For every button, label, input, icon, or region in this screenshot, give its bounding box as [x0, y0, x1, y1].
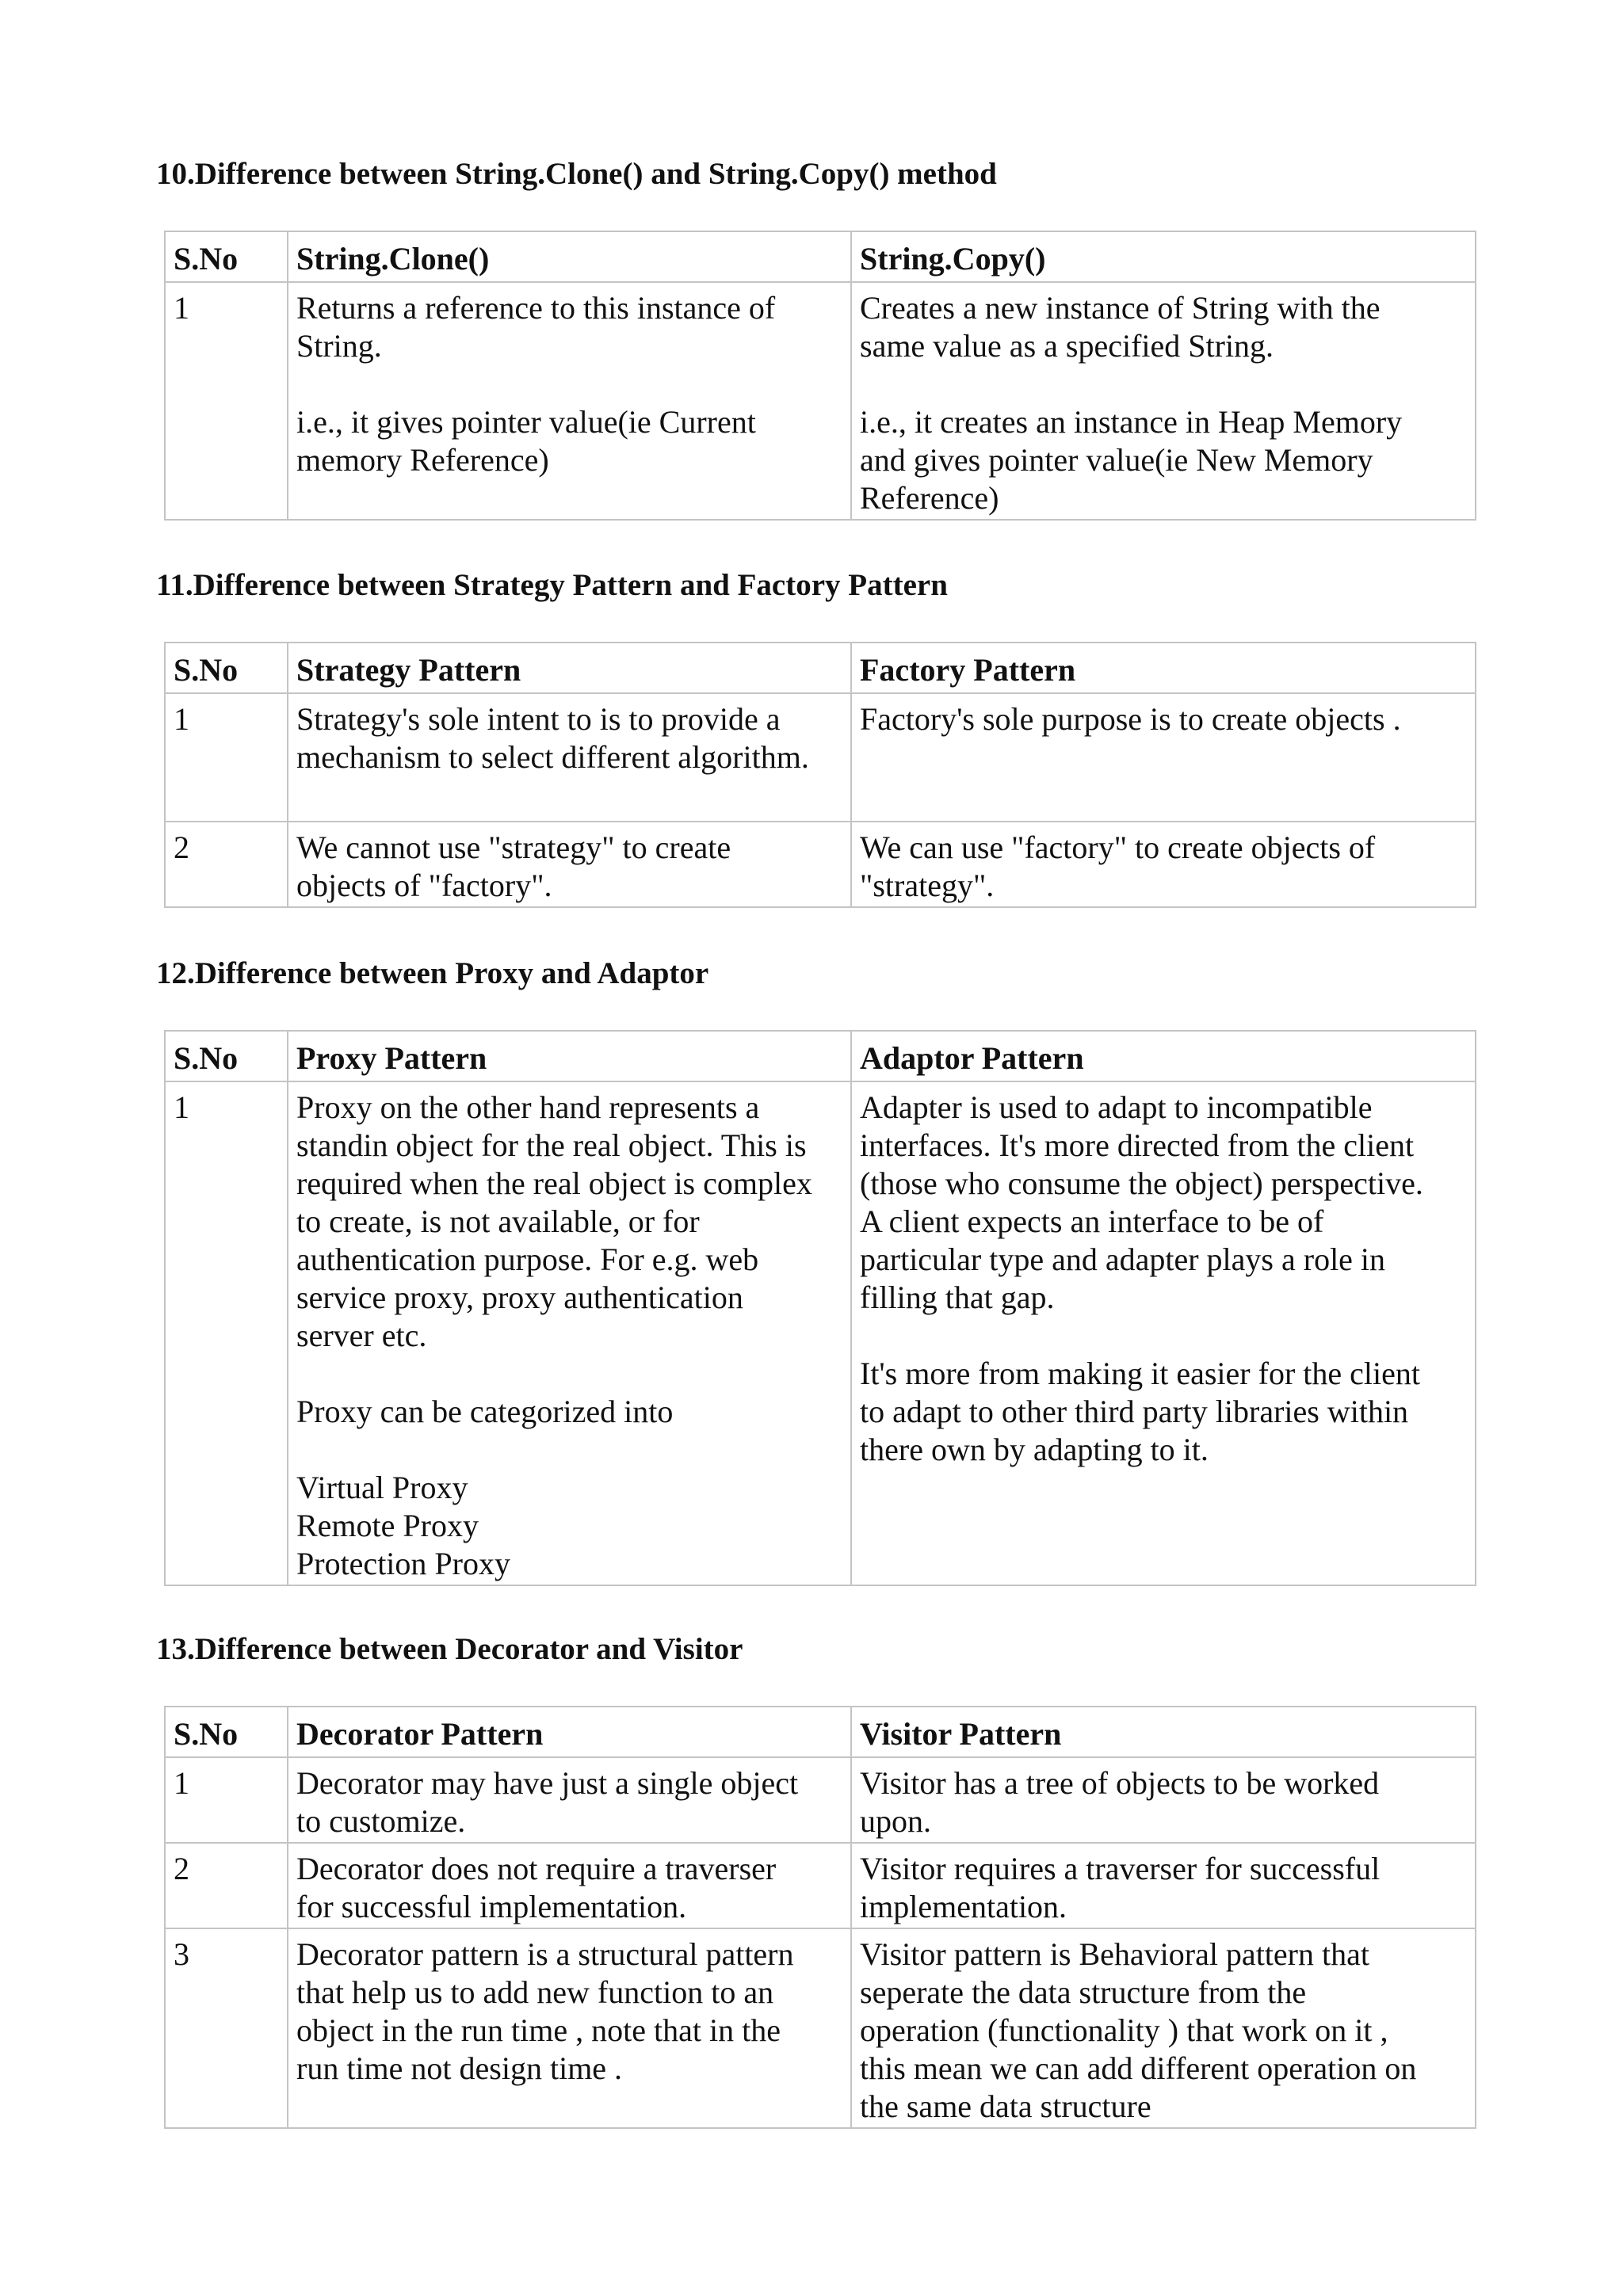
- cell-decorator-pattern: [288, 1757, 851, 1843]
- cell-paragraph: Visitor pattern is Behavioral pattern that seperate the data structure from the operation (functionality ) that work on it , this mean we can add different operation on the same data structure: [860, 1936, 1417, 2124]
- column-header-factory-pattern: Factory Pattern: [851, 643, 1476, 693]
- column-header-strategy-pattern: Strategy Pattern: [288, 643, 851, 693]
- table-row: [165, 1928, 1476, 2128]
- cell-paragraph: Decorator does not require a traverser for successful implementation.: [296, 1851, 777, 1924]
- table-header-row: [165, 231, 1476, 282]
- cell-paragraph: Decorator pattern is a structural pattern that help us to add new function to an object in the run time , note that in the run time not design time .: [296, 1936, 794, 2086]
- cell-sno: 3: [165, 1928, 288, 2128]
- cell-adaptor-pattern: [851, 1081, 1476, 1585]
- section-heading: 10.Difference between String.Clone() and String.Copy() method: [156, 157, 997, 191]
- cell-sno: 1: [165, 282, 288, 520]
- cell-paragraph: Proxy can be categorized into: [296, 1394, 674, 1429]
- cell-factory-pattern: [851, 693, 1476, 822]
- cell-paragraph: Visitor has a tree of objects to be worked upon.: [860, 1765, 1380, 1839]
- column-header-string-copy: String.Copy(): [851, 231, 1476, 282]
- cell-string-copy: [851, 282, 1476, 520]
- cell-paragraph: We can use "factory" to create objects of "strategy".: [860, 830, 1376, 903]
- cell-proxy-pattern: [288, 1081, 851, 1585]
- cell-paragraph: Creates a new instance of String with the same value as a specified String.: [860, 290, 1381, 364]
- table-row: [165, 1757, 1476, 1843]
- cell-decorator-pattern: [288, 1843, 851, 1928]
- cell-paragraph: Factory's sole purpose is to create objects .: [860, 701, 1401, 737]
- section-heading: 13.Difference between Decorator and Visitor: [156, 1632, 743, 1666]
- cell-paragraph: i.e., it gives pointer value(ie Current memory Reference): [296, 404, 756, 478]
- cell-visitor-pattern: [851, 1757, 1476, 1843]
- section-heading: 12.Difference between Proxy and Adaptor: [156, 956, 709, 990]
- column-header-sno: S.No: [165, 1031, 288, 1081]
- cell-paragraph: Decorator may have just a single object to customize.: [296, 1765, 799, 1839]
- table-row: [165, 693, 1476, 822]
- cell-sno: 2: [165, 1843, 288, 1928]
- cell-paragraph: We cannot use "strategy" to create objects of "factory".: [296, 830, 731, 903]
- comparison-table: [164, 231, 1476, 521]
- cell-sno: 1: [165, 1757, 288, 1843]
- cell-sno: 1: [165, 693, 288, 822]
- table-header-row: [165, 643, 1476, 693]
- table-row: [165, 1843, 1476, 1928]
- cell-paragraph: Proxy on the other hand represents a standin object for the real object. This is required when the real object is complex to create, is not available, or for authentication purpose. For e.g. web service proxy, proxy authentication server etc.: [296, 1089, 812, 1353]
- cell-sno: 2: [165, 822, 288, 907]
- column-header-string-clone: String.Clone(): [288, 231, 851, 282]
- comparison-table: [164, 1030, 1476, 1586]
- cell-paragraph: i.e., it creates an instance in Heap Memory and gives pointer value(ie New Memory Reference): [860, 404, 1403, 516]
- cell-visitor-pattern: [851, 1843, 1476, 1928]
- cell-strategy-pattern: [288, 822, 851, 907]
- comparison-table: [164, 642, 1476, 908]
- cell-string-clone: [288, 282, 851, 520]
- cell-visitor-pattern: [851, 1928, 1476, 2128]
- table-header-row: [165, 1031, 1476, 1081]
- cell-paragraph: Virtual Proxy Remote Proxy Protection Proxy: [296, 1470, 510, 1581]
- column-header-adaptor-pattern: Adaptor Pattern: [851, 1031, 1476, 1081]
- column-header-sno: S.No: [165, 231, 288, 282]
- comparison-table: [164, 1706, 1476, 2129]
- table-row: [165, 1081, 1476, 1585]
- table-header-row: [165, 1707, 1476, 1757]
- cell-decorator-pattern: [288, 1928, 851, 2128]
- column-header-visitor-pattern: Visitor Pattern: [851, 1707, 1476, 1757]
- table-row: [165, 822, 1476, 907]
- column-header-sno: S.No: [165, 643, 288, 693]
- cell-paragraph: Strategy's sole intent to is to provide a mechanism to select different algorithm.: [296, 701, 809, 775]
- cell-paragraph: Returns a reference to this instance of String.: [296, 290, 776, 364]
- cell-paragraph: It's more from making it easier for the client to adapt to other third party libraries within there own by adapting to it.: [860, 1356, 1420, 1467]
- cell-paragraph: Adapter is used to adapt to incompatible interfaces. It's more directed from the client (those who consume the object) perspective. A client expects an interface to be of particular type and adapter plays a role in filling that gap.: [860, 1089, 1423, 1315]
- column-header-decorator-pattern: Decorator Pattern: [288, 1707, 851, 1757]
- cell-factory-pattern: [851, 822, 1476, 907]
- cell-strategy-pattern: [288, 693, 851, 822]
- cell-paragraph: Visitor requires a traverser for successful implementation.: [860, 1851, 1381, 1924]
- section-heading: 11.Difference between Strategy Pattern and Factory Pattern: [156, 568, 948, 602]
- cell-sno: 1: [165, 1081, 288, 1585]
- column-header-proxy-pattern: Proxy Pattern: [288, 1031, 851, 1081]
- column-header-sno: S.No: [165, 1707, 288, 1757]
- table-row: [165, 282, 1476, 520]
